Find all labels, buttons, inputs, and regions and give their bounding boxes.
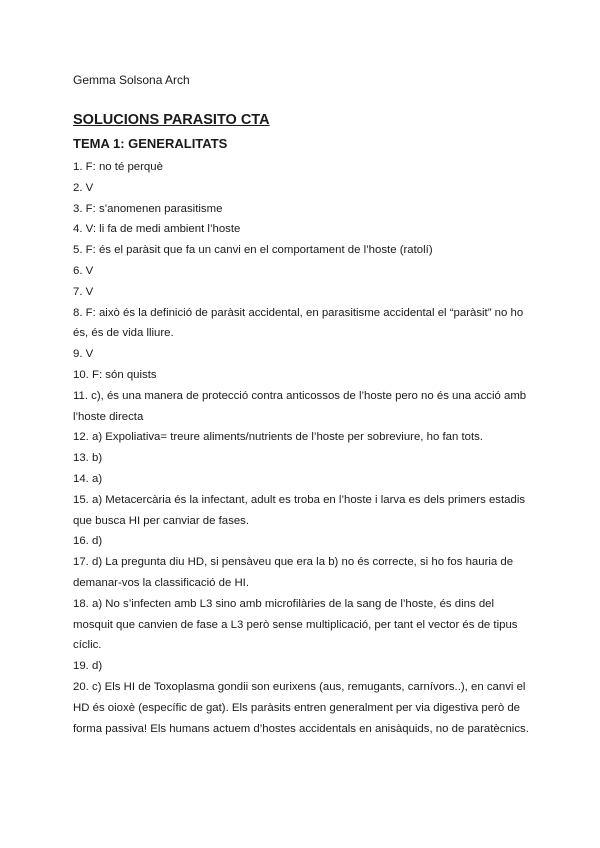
answer-item: 4. V: li fa de medi ambient l’hoste <box>73 223 241 236</box>
answer-item: 20. c) Els HI de Toxoplasma gondii son eurixens (aus, remugants, carnívors..), en canvi el HD és oioxè (específic de gat). Els paràsits entren generalment per via digestiva però de forma passiva! Els humans actuem d’hostes accidentals en anisàquids, no de paratècnics. <box>73 680 529 735</box>
document-title: SOLUCIONS PARASITO CTA <box>73 112 270 128</box>
answer-item: 18. a) No s’infecten amb L3 sino amb microfilàries de la sang de l’hoste, és dins del mosquit que canvien de fase a L3 però sense multiplicació, per tant el vector és de tipus cíclic. <box>73 597 518 652</box>
answer-item: 19. d) <box>73 660 103 673</box>
answer-item: 17. d) La pregunta diu HD, si pensàveu que era la b) no és correcte, si ho fos hauria de demanar-vos la classificació de HI. <box>73 556 514 589</box>
answer-item: 15. a) Metacercària és la infectant, adult es troba en l’hoste i larva es dels primers estadis que busca HI per canviar de fases. <box>73 493 526 527</box>
answer-item: 6. V <box>73 264 94 277</box>
answer-item: 2. V <box>73 181 94 194</box>
answer-item: 14. a) <box>73 472 103 485</box>
answer-item: 5. F: és el paràsit que fa un canvi en el comportament de l’hoste (ratolí) <box>73 244 433 257</box>
answer-item: 13. b) <box>73 452 103 465</box>
answer-item: 3. F: s’anomenen parasitisme <box>73 202 223 215</box>
answer-item: 12. a) Expoliativa= treure aliments/nutrients de l’hoste per sobreviure, ho fan tots. <box>73 431 483 444</box>
answer-item: 16. d) <box>73 535 103 548</box>
answer-item: 1. F: no té perquè <box>73 161 163 173</box>
answer-item: 7. V <box>73 285 94 298</box>
answer-item: 10. F: són quists <box>73 368 157 381</box>
section-title: TEMA 1: GENERALITATS <box>73 136 228 151</box>
answer-item: 9. V <box>73 348 94 361</box>
author-name: Gemma Solsona Arch <box>73 73 190 87</box>
answer-list <box>73 157 533 739</box>
answer-item: 11. c), és una manera de protecció contra anticossos de l’hoste pero no és una acció amb l’hoste directa <box>73 389 527 423</box>
answer-item: 8. F: això és la definició de paràsit accidental, en parasitisme accidental el “paràsit” no ho és, és de vida lliure. <box>73 306 524 340</box>
